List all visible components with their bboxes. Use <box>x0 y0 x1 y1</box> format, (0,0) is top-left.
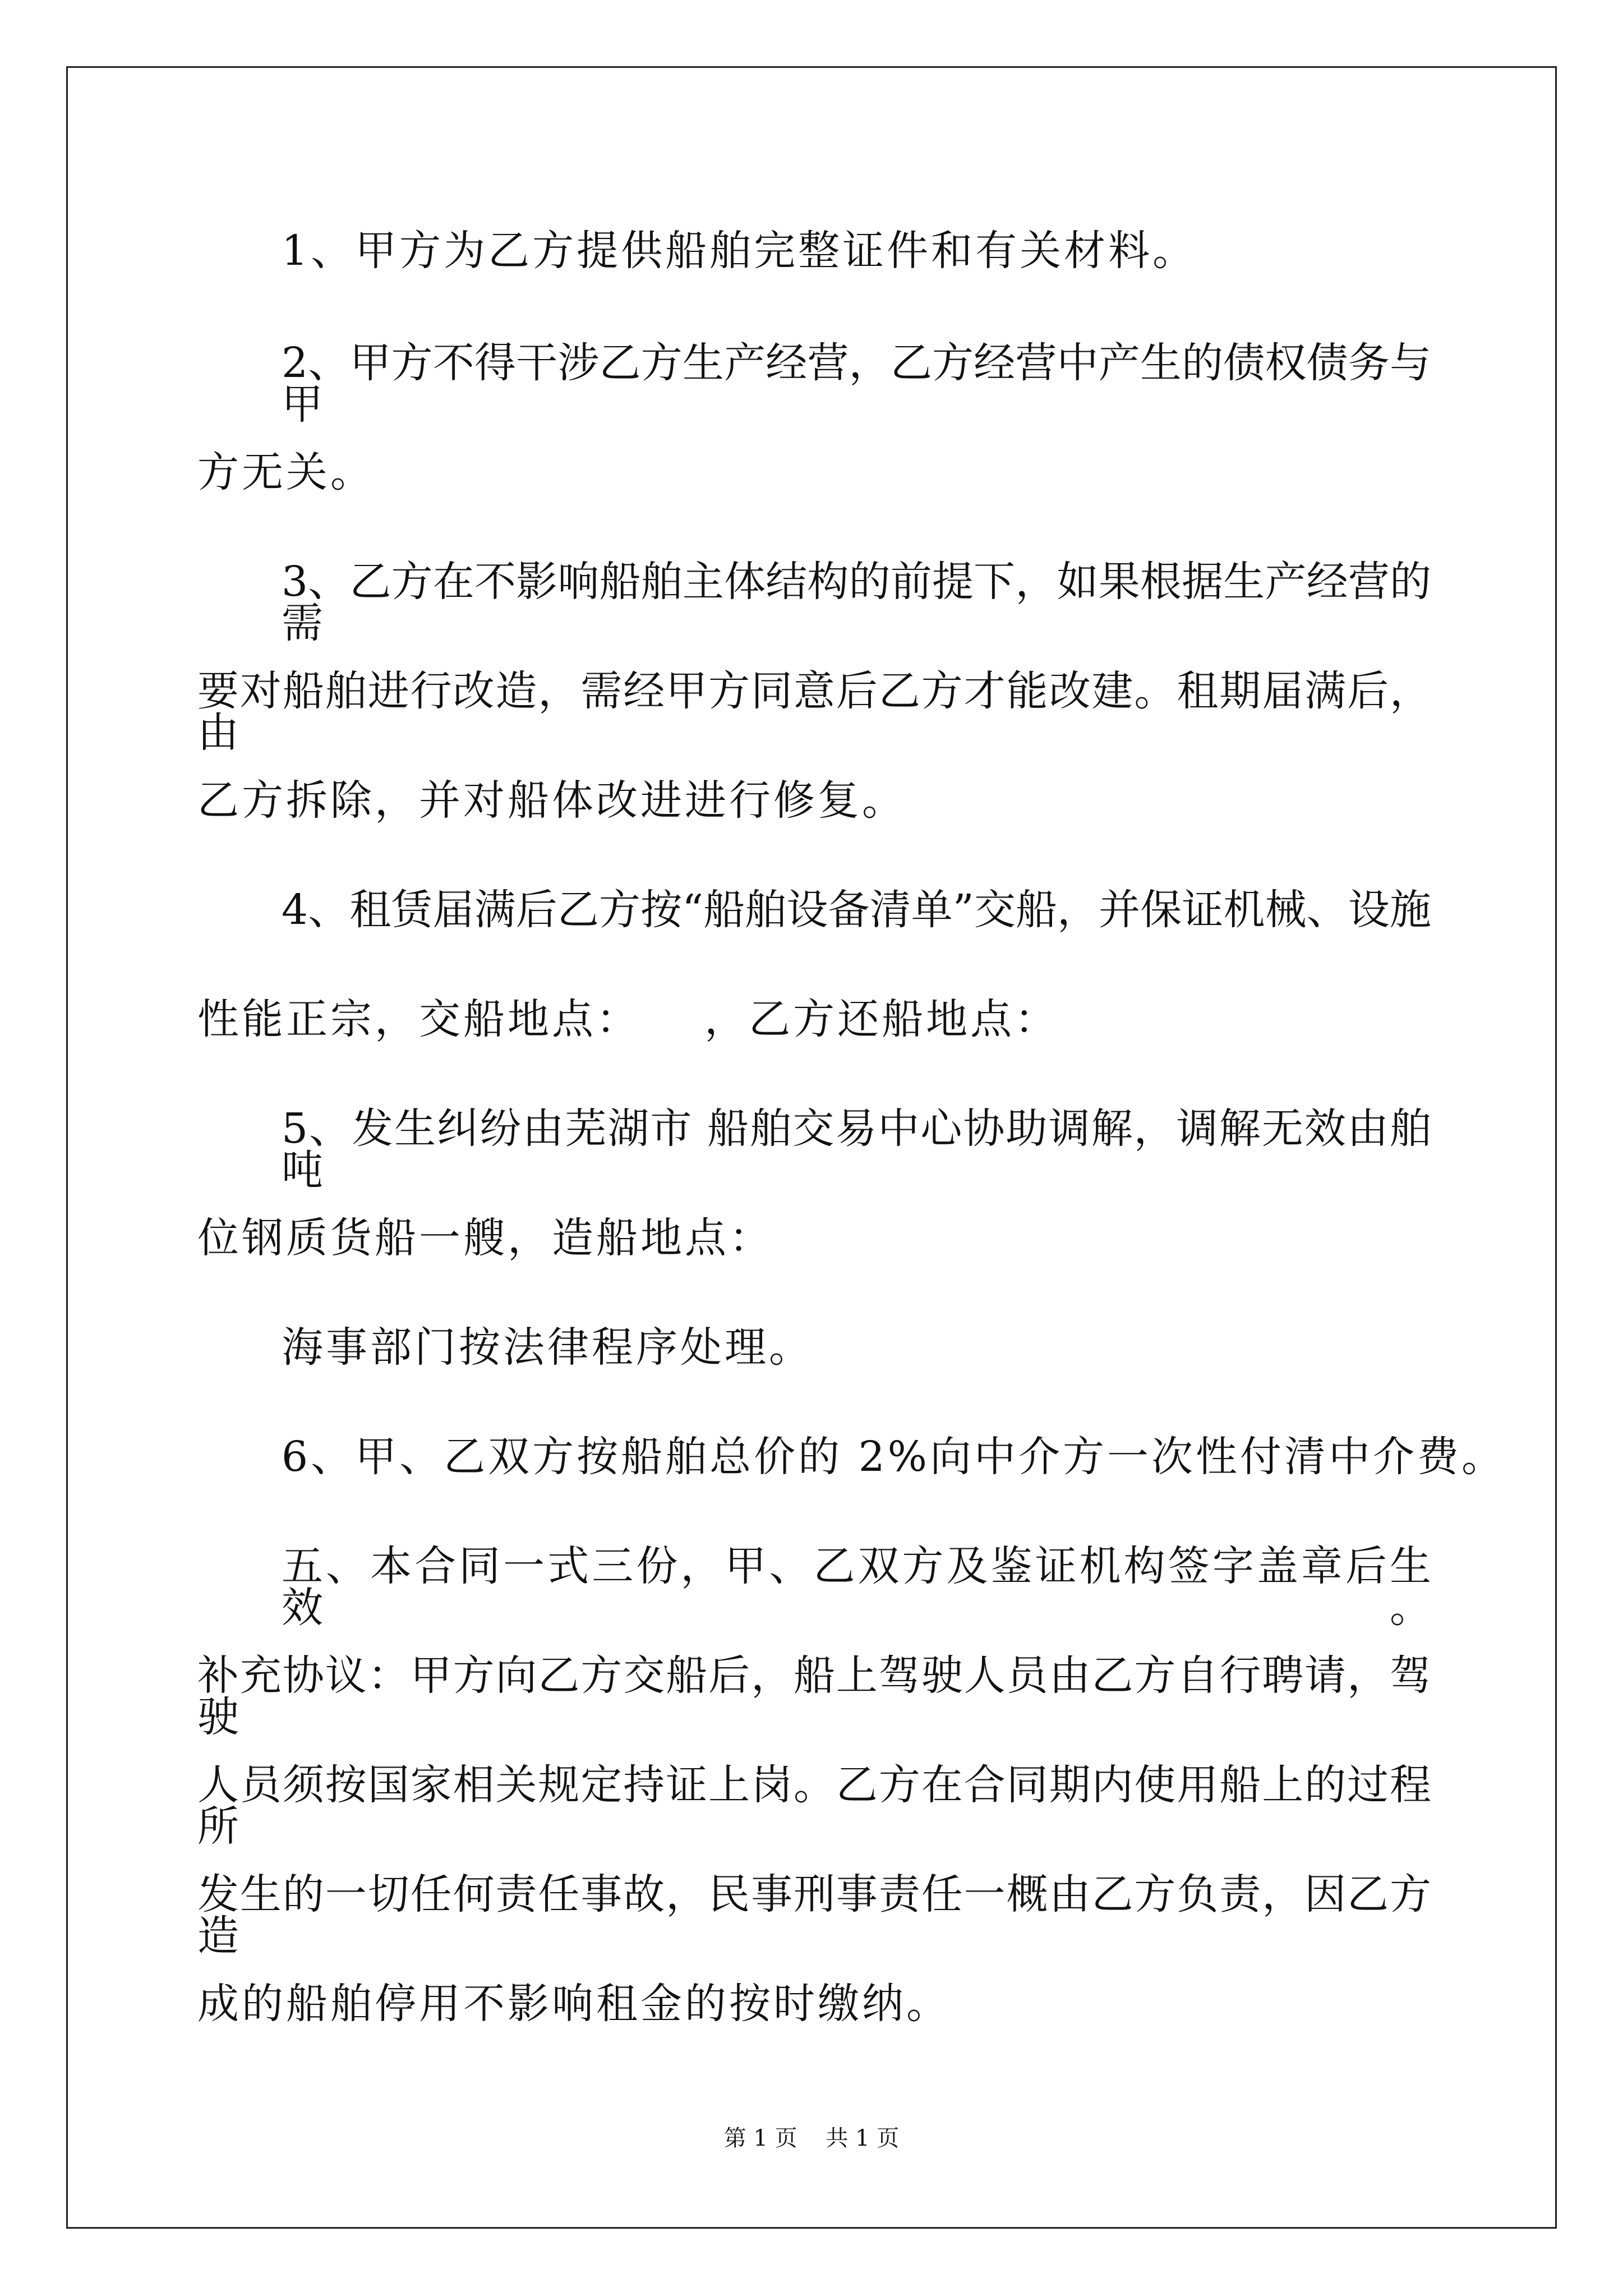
paragraph-line: 成的船舶停用不影响租金的按时缴纳。 <box>197 1980 951 2028</box>
paragraph-line: 海事部门按法律程序处理。 <box>282 1323 813 1372</box>
paragraph-line: 2、甲方不得干涉乙方生产经营，乙方经营中产生的债权债务与甲 <box>282 339 1431 429</box>
paragraph-line: 发生的一切任何责任事故，民事刑事责任一概由乙方负责，因乙方造 <box>197 1870 1431 1960</box>
page-number: 第 1 页 共 1 页 <box>723 2125 900 2151</box>
paragraph-line: 人员须按国家相关规定持证上岗。乙方在合同期内使用船上的过程所 <box>197 1761 1431 1851</box>
paragraph-line: 性能正宗，交船地点： ，乙方还船地点： <box>197 995 1059 1043</box>
paragraph-line: 方无关。 <box>197 448 375 496</box>
paragraph-line: 五、本合同一式三份，甲、乙双方及鉴证机构签字盖章后生效。 <box>282 1542 1431 1632</box>
paragraph-line: 乙方拆除，并对船体改进进行修复。 <box>197 776 906 825</box>
paragraph-line: 补充协议：甲方向乙方交船后，船上驾驶人员由乙方自行聘请，驾驶 <box>197 1651 1431 1741</box>
paragraph-line: 5、发生纠纷由芜湖市 船舶交易中心协助调解，调解无效由舶吨 <box>282 1105 1431 1194</box>
paragraph-line: 1、甲方为乙方提供船舶完整证件和有关材料。 <box>282 227 1197 275</box>
paragraph-line: 4、租赁届满后乙方按“船舶设备清单”交船，并保证机械、设施 <box>282 886 1431 934</box>
paragraph-line: 3、乙方在不影响船舶主体结构的前提下，如果根据生产经营的需 <box>282 558 1431 647</box>
paragraph-line: 要对船舶进行改造，需经甲方同意后乙方才能改建。租期届满后，由 <box>197 667 1431 757</box>
paragraph-line: 6、甲、乙双方按船舶总价的 2%向中介方一次性付清中介费。 <box>282 1433 1506 1481</box>
paragraph-line: 位钢质货船一艘，造船地点： <box>197 1214 773 1262</box>
